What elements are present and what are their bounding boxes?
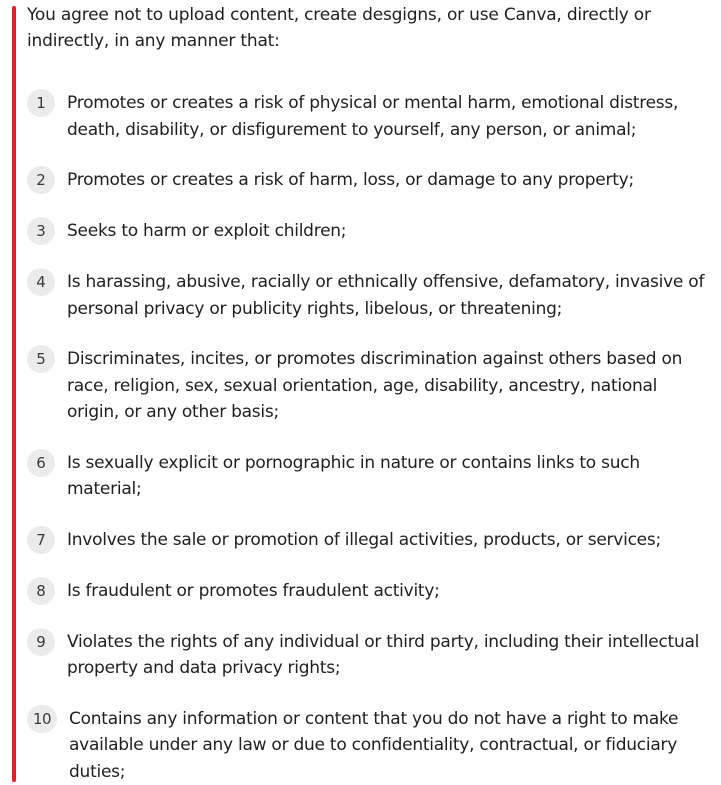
list-item bbox=[27, 90, 707, 143]
item-text: Is sexually explicit or pornographic in nature or contains links to such material; bbox=[67, 450, 707, 503]
item-text: Violates the rights of any individual or third party, including their intellectual property and data privacy rights; bbox=[67, 629, 707, 682]
list-item bbox=[27, 578, 707, 605]
quote-accent-bar bbox=[12, 6, 16, 782]
item-text: Is fraudulent or promotes fraudulent activity; bbox=[67, 578, 707, 605]
item-number-badge: 4 bbox=[27, 268, 55, 296]
list-item bbox=[27, 527, 707, 554]
list-item bbox=[27, 450, 707, 503]
item-number-badge: 5 bbox=[27, 345, 55, 373]
intro-paragraph: You agree not to upload content, create desgigns, or use Canva, directly or indirectly, in any manner that: bbox=[27, 2, 707, 54]
item-number-badge: 3 bbox=[27, 217, 55, 245]
prohibited-uses-list bbox=[27, 90, 707, 785]
item-number-badge: 1 bbox=[27, 89, 55, 117]
item-number-badge: 7 bbox=[27, 526, 55, 554]
list-item bbox=[27, 167, 707, 194]
list-item bbox=[27, 218, 707, 245]
item-text: Seeks to harm or exploit children; bbox=[67, 218, 707, 245]
list-item bbox=[27, 706, 707, 785]
item-text: Promotes or creates a risk of harm, loss, or damage to any property; bbox=[67, 167, 707, 194]
item-text: Discriminates, incites, or promotes discrimination against others based on race, religion, sex, sexual orientation, age, disability, ancestry, national origin, or any other basis; bbox=[67, 346, 707, 426]
list-item bbox=[27, 629, 707, 682]
terms-excerpt bbox=[27, 2, 707, 773]
item-number-badge: 10 bbox=[27, 705, 57, 733]
list-item bbox=[27, 346, 707, 426]
item-number-badge: 8 bbox=[27, 577, 55, 605]
item-number-badge: 9 bbox=[27, 628, 55, 656]
item-text: Involves the sale or promotion of illegal activities, products, or services; bbox=[67, 527, 707, 554]
item-text: Is harassing, abusive, racially or ethnically offensive, defamatory, invasive of personal privacy or publicity rights, libelous, or threatening; bbox=[67, 269, 707, 322]
item-text: Contains any information or content that you do not have a right to make available under any law or due to confidentiality, contractual, or fiduciary duties; bbox=[69, 706, 707, 785]
list-item bbox=[27, 269, 707, 322]
item-number-badge: 2 bbox=[27, 166, 55, 194]
item-number-badge: 6 bbox=[27, 449, 55, 477]
item-text: Promotes or creates a risk of physical or mental harm, emotional distress, death, disability, or disfigurement to yourself, any person, or animal; bbox=[67, 90, 707, 143]
